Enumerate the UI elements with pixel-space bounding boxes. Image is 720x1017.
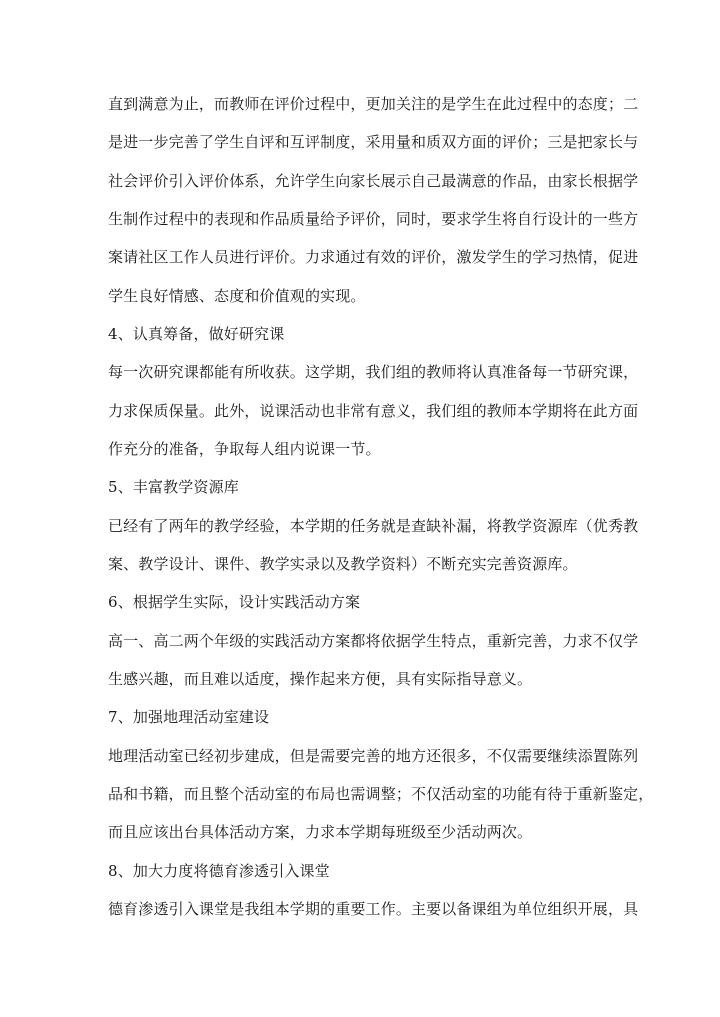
paragraph-geography-line-2: 品和书籍，而且整个活动室的布局也需调整；不仅活动室的功能有待于重新鉴定， — [108, 785, 654, 803]
paragraph-research-line-2: 力求保质保量。此外，说课活动也非常有意义，我们组的教师本学期将在此方面 — [108, 402, 639, 420]
paragraph-resources-line-1: 已经有了两年的教学经验，本学期的任务就是查缺补漏，将教学资源库（优秀教 — [108, 517, 639, 535]
paragraph-evaluation-line-5: 案请社区工作人员进行评价。力求通过有效的评价，激发学生的学习热情，促进 — [108, 248, 639, 266]
paragraph-evaluation-line-4: 生制作过程中的表现和作品质量给予评价，同时，要求学生将自行设计的一些方 — [108, 210, 639, 228]
section-heading-5: 5、丰富教学资源库 — [108, 478, 239, 496]
paragraph-resources-line-2: 案、教学设计、课件、教学实录以及教学资料）不断充实完善资源库。 — [108, 555, 578, 573]
paragraph-evaluation-line-6: 学生良好情感、态度和价值观的实现。 — [108, 287, 366, 305]
paragraph-geography-line-1: 地理活动室已经初步建成，但是需要完善的地方还很多，不仅需要继续添置陈列 — [108, 747, 639, 765]
paragraph-evaluation-line-1: 直到满意为止，而教师在评价过程中，更加关注的是学生在此过程中的态度；二 — [108, 95, 639, 113]
paragraph-practice-line-2: 生感兴趣，而且难以适度，操作起来方便，具有实际指导意义。 — [108, 670, 533, 688]
section-heading-6: 6、根据学生实际，设计实践活动方案 — [108, 593, 361, 611]
section-heading-7: 7、加强地理活动室建设 — [108, 708, 270, 726]
section-heading-4: 4、认真筹备，做好研究课 — [108, 325, 285, 343]
paragraph-geography-line-3: 而且应该出台具体活动方案，力求本学期每班级至少活动两次。 — [108, 823, 533, 841]
paragraph-practice-line-1: 高一、高二两个年级的实践活动方案都将依据学生特点，重新完善，力求不仅学 — [108, 632, 639, 650]
paragraph-research-line-3: 作充分的准备，争取每人组内说课一节。 — [108, 440, 381, 458]
section-heading-8: 8、加大力度将德育渗透引入课堂 — [108, 862, 330, 880]
paragraph-evaluation-line-3: 社会评价引入评价体系，允许学生向家长展示自己最满意的作品，由家长根据学 — [108, 172, 639, 190]
paragraph-moral-line-1: 德育渗透引入课堂是我组本学期的重要工作。主要以备课组为单位组织开展，具 — [108, 900, 639, 918]
paragraph-evaluation-line-2: 是进一步完善了学生自评和互评制度，采用量和质双方面的评价；三是把家长与 — [108, 133, 639, 151]
paragraph-research-line-1: 每一次研究课都能有所收获。这学期，我们组的教师将认真准备每一节研究课， — [108, 363, 639, 381]
